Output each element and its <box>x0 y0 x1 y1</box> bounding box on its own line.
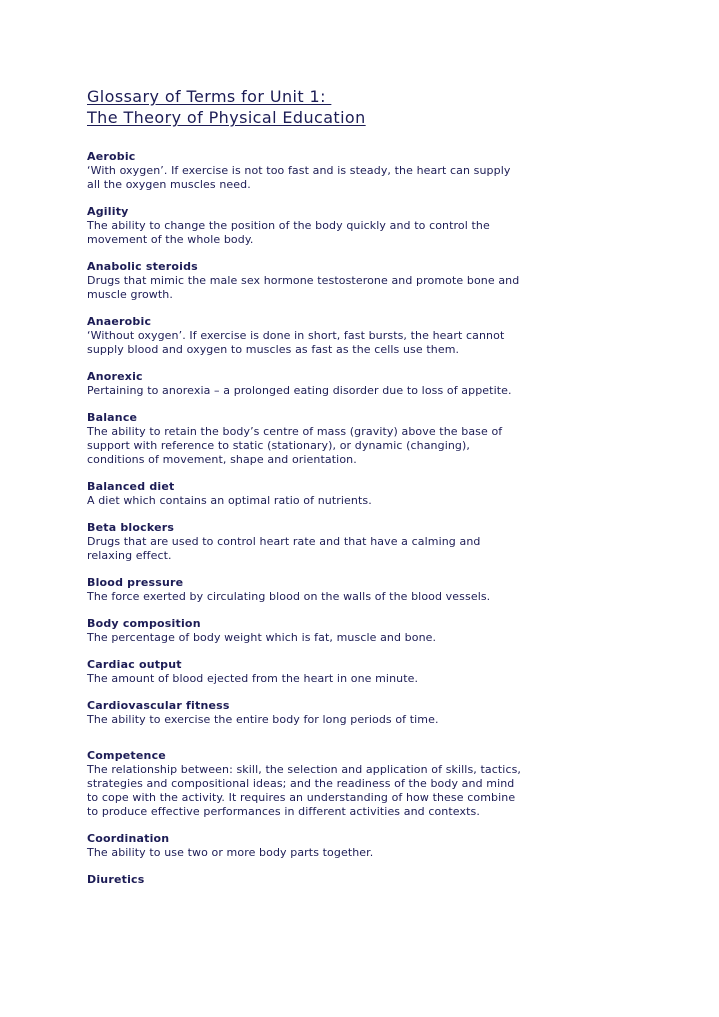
glossary-entry <box>87 480 527 508</box>
glossary-definition: The ability to retain the body’s centre of mass (gravity) above the base of support with reference to static (stationary), or dynamic (changing), conditions of movement, shape and orientation. <box>87 425 503 466</box>
glossary-term: Balance <box>87 411 138 424</box>
glossary-definition: The ability to exercise the entire body for long periods of time. <box>87 713 439 726</box>
glossary-entry <box>87 260 527 302</box>
glossary-definition: Drugs that are used to control heart rate and that have a calming and relaxing effect. <box>87 535 481 562</box>
glossary-term: Competence <box>87 749 166 762</box>
glossary-definition: The ability to change the position of the body quickly and to control the movement of the whole body. <box>87 219 490 246</box>
glossary-term: Anabolic steroids <box>87 260 198 273</box>
glossary-entry <box>87 315 527 357</box>
glossary-term: Cardiac output <box>87 658 182 671</box>
glossary-entry <box>87 617 527 645</box>
glossary-entry <box>87 370 527 398</box>
glossary-entry <box>87 521 527 563</box>
glossary-definition: ‘With oxygen’. If exercise is not too fast and is steady, the heart can supply all the oxygen muscles need. <box>87 164 511 191</box>
glossary-term: Beta blockers <box>87 521 175 534</box>
glossary-definition: The amount of blood ejected from the heart in one minute. <box>87 672 419 685</box>
glossary-definition: The ability to use two or more body parts together. <box>87 846 374 859</box>
glossary-definition: ‘Without oxygen’. If exercise is done in short, fast bursts, the heart cannot supply blood and oxygen to muscles as fast as the cells use them. <box>87 329 505 356</box>
glossary-term: Balanced diet <box>87 480 175 493</box>
glossary-entry <box>87 873 527 887</box>
document-title-line-2: The Theory of Physical Education <box>87 108 366 127</box>
glossary-term: Aerobic <box>87 150 136 163</box>
document-page <box>87 86 527 900</box>
glossary-entry <box>87 658 527 686</box>
document-title <box>87 86 527 128</box>
glossary-definition: A diet which contains an optimal ratio of nutrients. <box>87 494 372 507</box>
glossary-term: Cardiovascular fitness <box>87 699 230 712</box>
glossary-definition: Drugs that mimic the male sex hormone testosterone and promote bone and muscle growth. <box>87 274 520 301</box>
glossary-term: Blood pressure <box>87 576 184 589</box>
glossary-definition: The force exerted by circulating blood on the walls of the blood vessels. <box>87 590 491 603</box>
glossary-term: Anorexic <box>87 370 143 383</box>
glossary-term: Body composition <box>87 617 201 630</box>
glossary-entry <box>87 411 527 467</box>
glossary-term: Anaerobic <box>87 315 152 328</box>
glossary-term: Agility <box>87 205 129 218</box>
glossary-entry <box>87 749 527 819</box>
glossary-entry <box>87 205 527 247</box>
glossary-term: Diuretics <box>87 873 145 886</box>
glossary-entry <box>87 699 527 727</box>
glossary-entry <box>87 150 527 192</box>
glossary-definition: The relationship between: skill, the selection and application of skills, tactics, strategies and compositional ideas; and the readiness of the body and mind to cope with the activity. It requires an understanding of how these combine to produce effective performances in different activities and contexts. <box>87 763 522 818</box>
glossary-definition: The percentage of body weight which is fat, muscle and bone. <box>87 631 437 644</box>
document-title-line-1: Glossary of Terms for Unit 1: <box>87 87 332 106</box>
glossary-term: Coordination <box>87 832 170 845</box>
glossary-entry <box>87 832 527 860</box>
glossary-definition: Pertaining to anorexia – a prolonged eating disorder due to loss of appetite. <box>87 384 512 397</box>
glossary-entry <box>87 576 527 604</box>
